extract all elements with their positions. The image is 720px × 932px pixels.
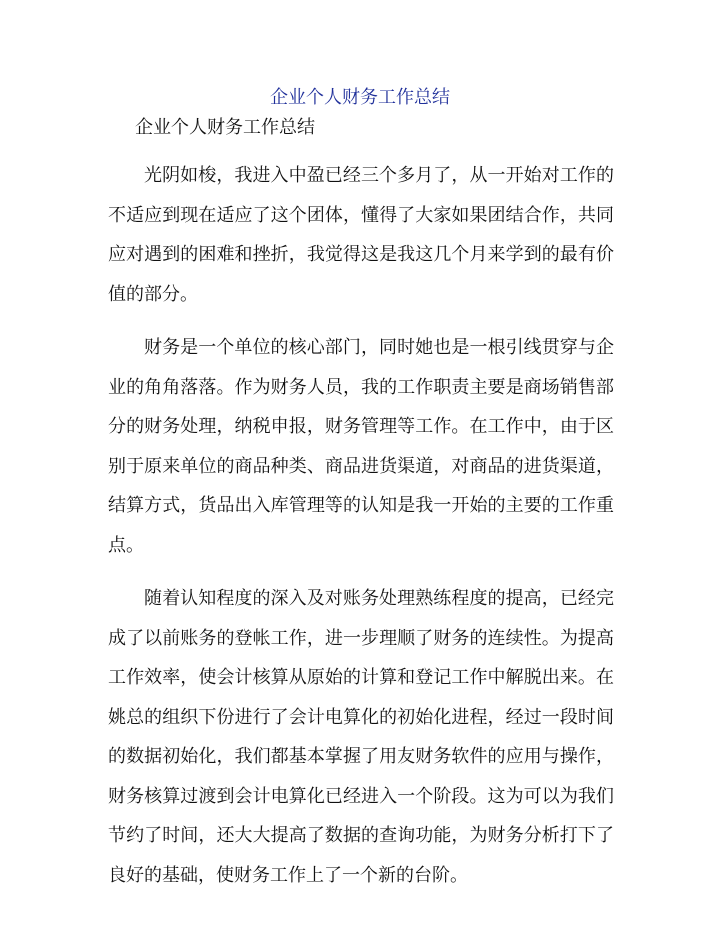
document-subtitle: 企业个人财务工作总结 — [135, 117, 315, 138]
paragraph-3: 随着认知程度的深入及对账务处理熟练程度的提高，已经完成了以前账务的登帐工作，进一步理顺了财务的连续性。为提高工作效率，使会计核算从原始的计算和登记工作中解脱出来。在姚总的组织下份进行了会计电算化的初始化进程，经过一段时间的数据初始化，我们都基本掌握了用友财务软件的应用与操作，财务核算过渡到会计电算化已经进入一个阶段。这为可以为我们节约了时间，还大大提高了数据的查询功能，为财务分析打下了良好的基础，使财务工作上了一个新的台阶。 — [108, 588, 614, 886]
paragraph-2: 财务是一个单位的核心部门，同时她也是一根引线贯穿与企业的角角落落。作为财务人员，我的工作职责主要是商场销售部分的财务处理，纳税申报，财务管理等工作。在工作中，由于区别于原来单位的商品种类、商品进货渠道，对商品的进货渠道，结算方式，货品出入库管理等的认知是我一开始的主要的工作重点。 — [108, 337, 614, 556]
document-title: 企业个人财务工作总结 — [270, 87, 450, 108]
document-body — [108, 114, 614, 895]
paragraph-1: 光阴如梭，我进入中盈已经三个多月了，从一开始对工作的不适应到现在适应了这个团体，懂得了大家如果团结合作，共同应对遇到的困难和挫折，我觉得这是我这几个月来学到的最有价值的部分。 — [108, 165, 614, 305]
